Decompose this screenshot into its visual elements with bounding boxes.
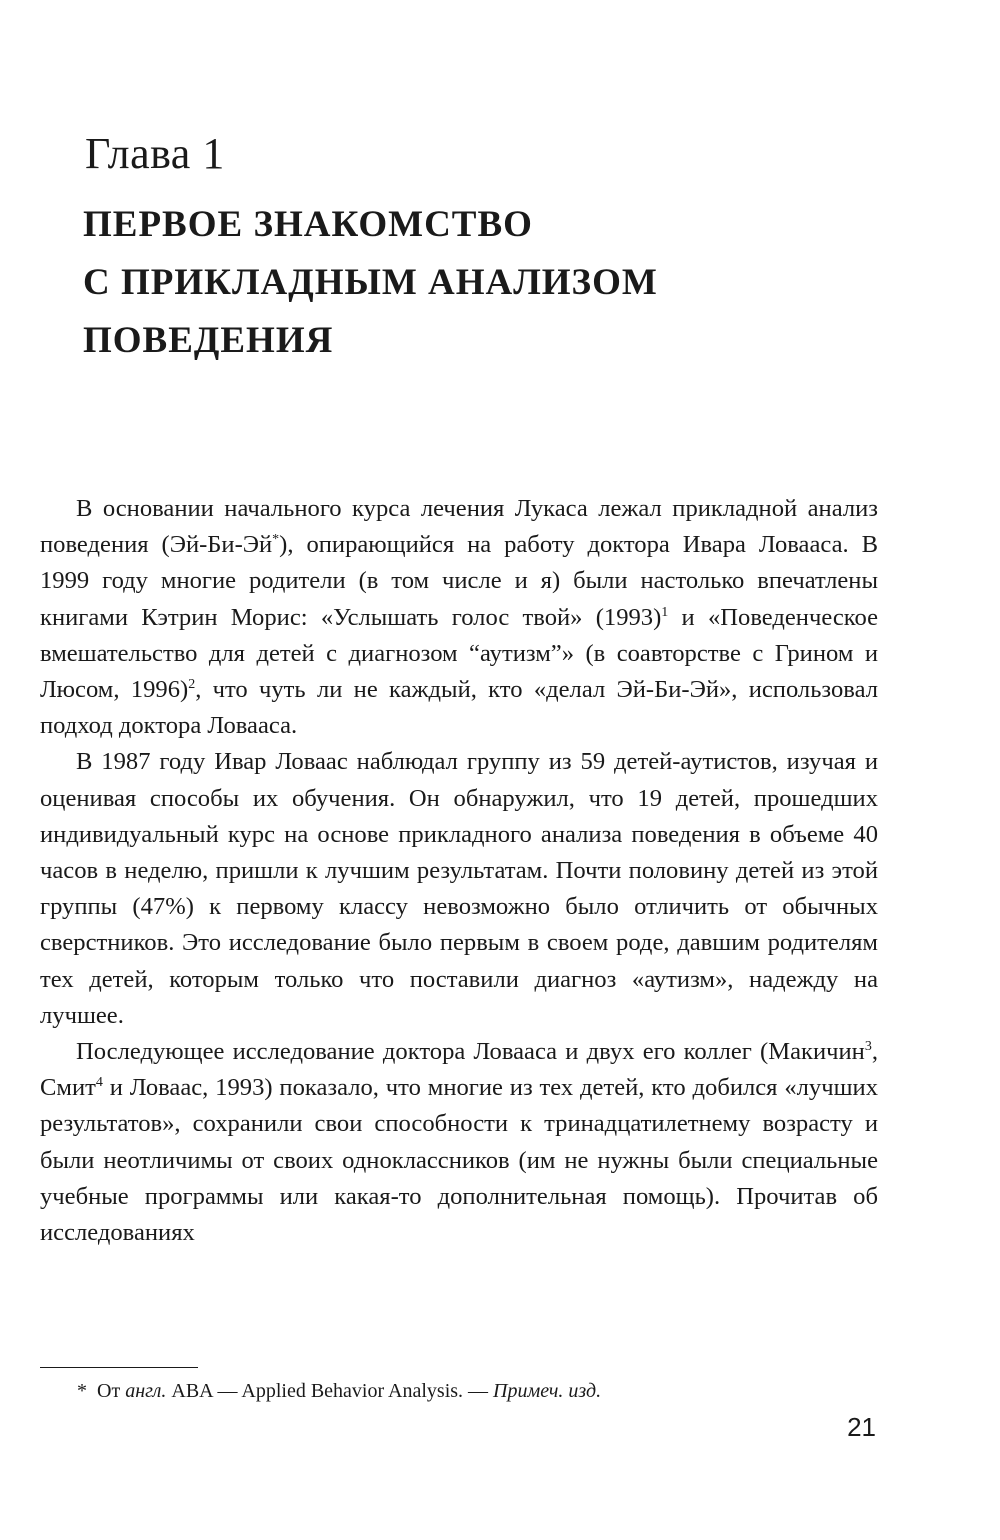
paragraph-text: , Смит xyxy=(40,1038,878,1102)
footnote-prefix: От xyxy=(97,1380,121,1402)
chapter-label: Глава 1 xyxy=(85,129,225,178)
footnote-ref-1[interactable]: 1 xyxy=(661,604,669,620)
paragraph-1 xyxy=(40,491,878,744)
footnote-text: ABA — Applied Behavior Analysis. — xyxy=(171,1380,489,1402)
footnote-ref-asterisk[interactable]: * xyxy=(272,532,280,548)
paragraph-text: и «Поведенческое вмешательство для детей с диагнозом “аутизм”» (в соавторстве с Грином и Люсом, 1996) xyxy=(40,603,878,704)
footnote-lang-abbrev: англ. xyxy=(125,1380,167,1402)
paragraph-text: ), опирающийся на работу доктора Ивара Ловааса. В 1999 году многие родители (в том числе и я) были настолько впечатлены книгами Кэтрин Морис: «Услышать голос твой» (1993) xyxy=(40,531,878,631)
footnote-note: Примеч. изд. xyxy=(493,1380,602,1402)
paragraph-text: Последующее исследование доктора Ловааса и двух его коллег (Макичин xyxy=(76,1038,865,1066)
footnote-marker: * xyxy=(77,1380,87,1402)
chapter-title-line: ПЕРВОЕ ЗНАКОМСТВО xyxy=(83,204,533,245)
paragraph-text: В 1987 году Ивар Ловаас наблюдал группу из 59 детей-аутистов, изучая и оценивая способы их обучения. Он обнаружил, что 19 детей, прошедших индивидуальный курс на основе прикладного анализа поведения в объеме 40 часов в неделю, пришли к лучшим результатам. Почти половину детей из этой группы (47%) к первому классу невозможно было отличить от обычных сверстников. Это исследование было первым в своем роде, давшим родителям тех детей, которым только что поставили диагноз «аутизм», надежду на лучшее. xyxy=(40,748,878,1029)
paragraph-text: , что чуть ли не каждый, кто «делал Эй-Би-Эй», использовал подход доктора Ловааса. xyxy=(40,676,878,740)
paragraph-3 xyxy=(40,1034,878,1251)
page-number: 21 xyxy=(847,1412,876,1442)
footnote-ref-3[interactable]: 3 xyxy=(864,1038,872,1054)
footnote-divider xyxy=(40,1367,198,1368)
footnote xyxy=(77,1377,877,1405)
footnote-ref-2[interactable]: 2 xyxy=(188,676,196,692)
chapter-title-line: ПОВЕДЕНИЯ xyxy=(83,320,334,361)
body-text xyxy=(40,491,878,1251)
paragraph-text: и Ловаас, 1993) показало, что многие из тех детей, кто добился «лучших результатов», сохранили свои способности к тринадцатилетнему возрасту и были неотличимы от своих одноклассников (им не нужны были специальные учебные программы или какая-то дополнительная помощь). Прочитав об исследованиях xyxy=(40,1074,878,1247)
footnote-ref-4[interactable]: 4 xyxy=(95,1075,103,1091)
paragraph-2 xyxy=(40,744,878,1034)
chapter-title-line: С ПРИКЛАДНЫМ АНАЛИЗОМ xyxy=(83,262,658,303)
paragraph-text: В основании начального курса лечения Лукаса лежал прикладной анализ поведения (Эй-Би-Эй xyxy=(40,495,878,559)
chapter-title xyxy=(83,196,903,370)
